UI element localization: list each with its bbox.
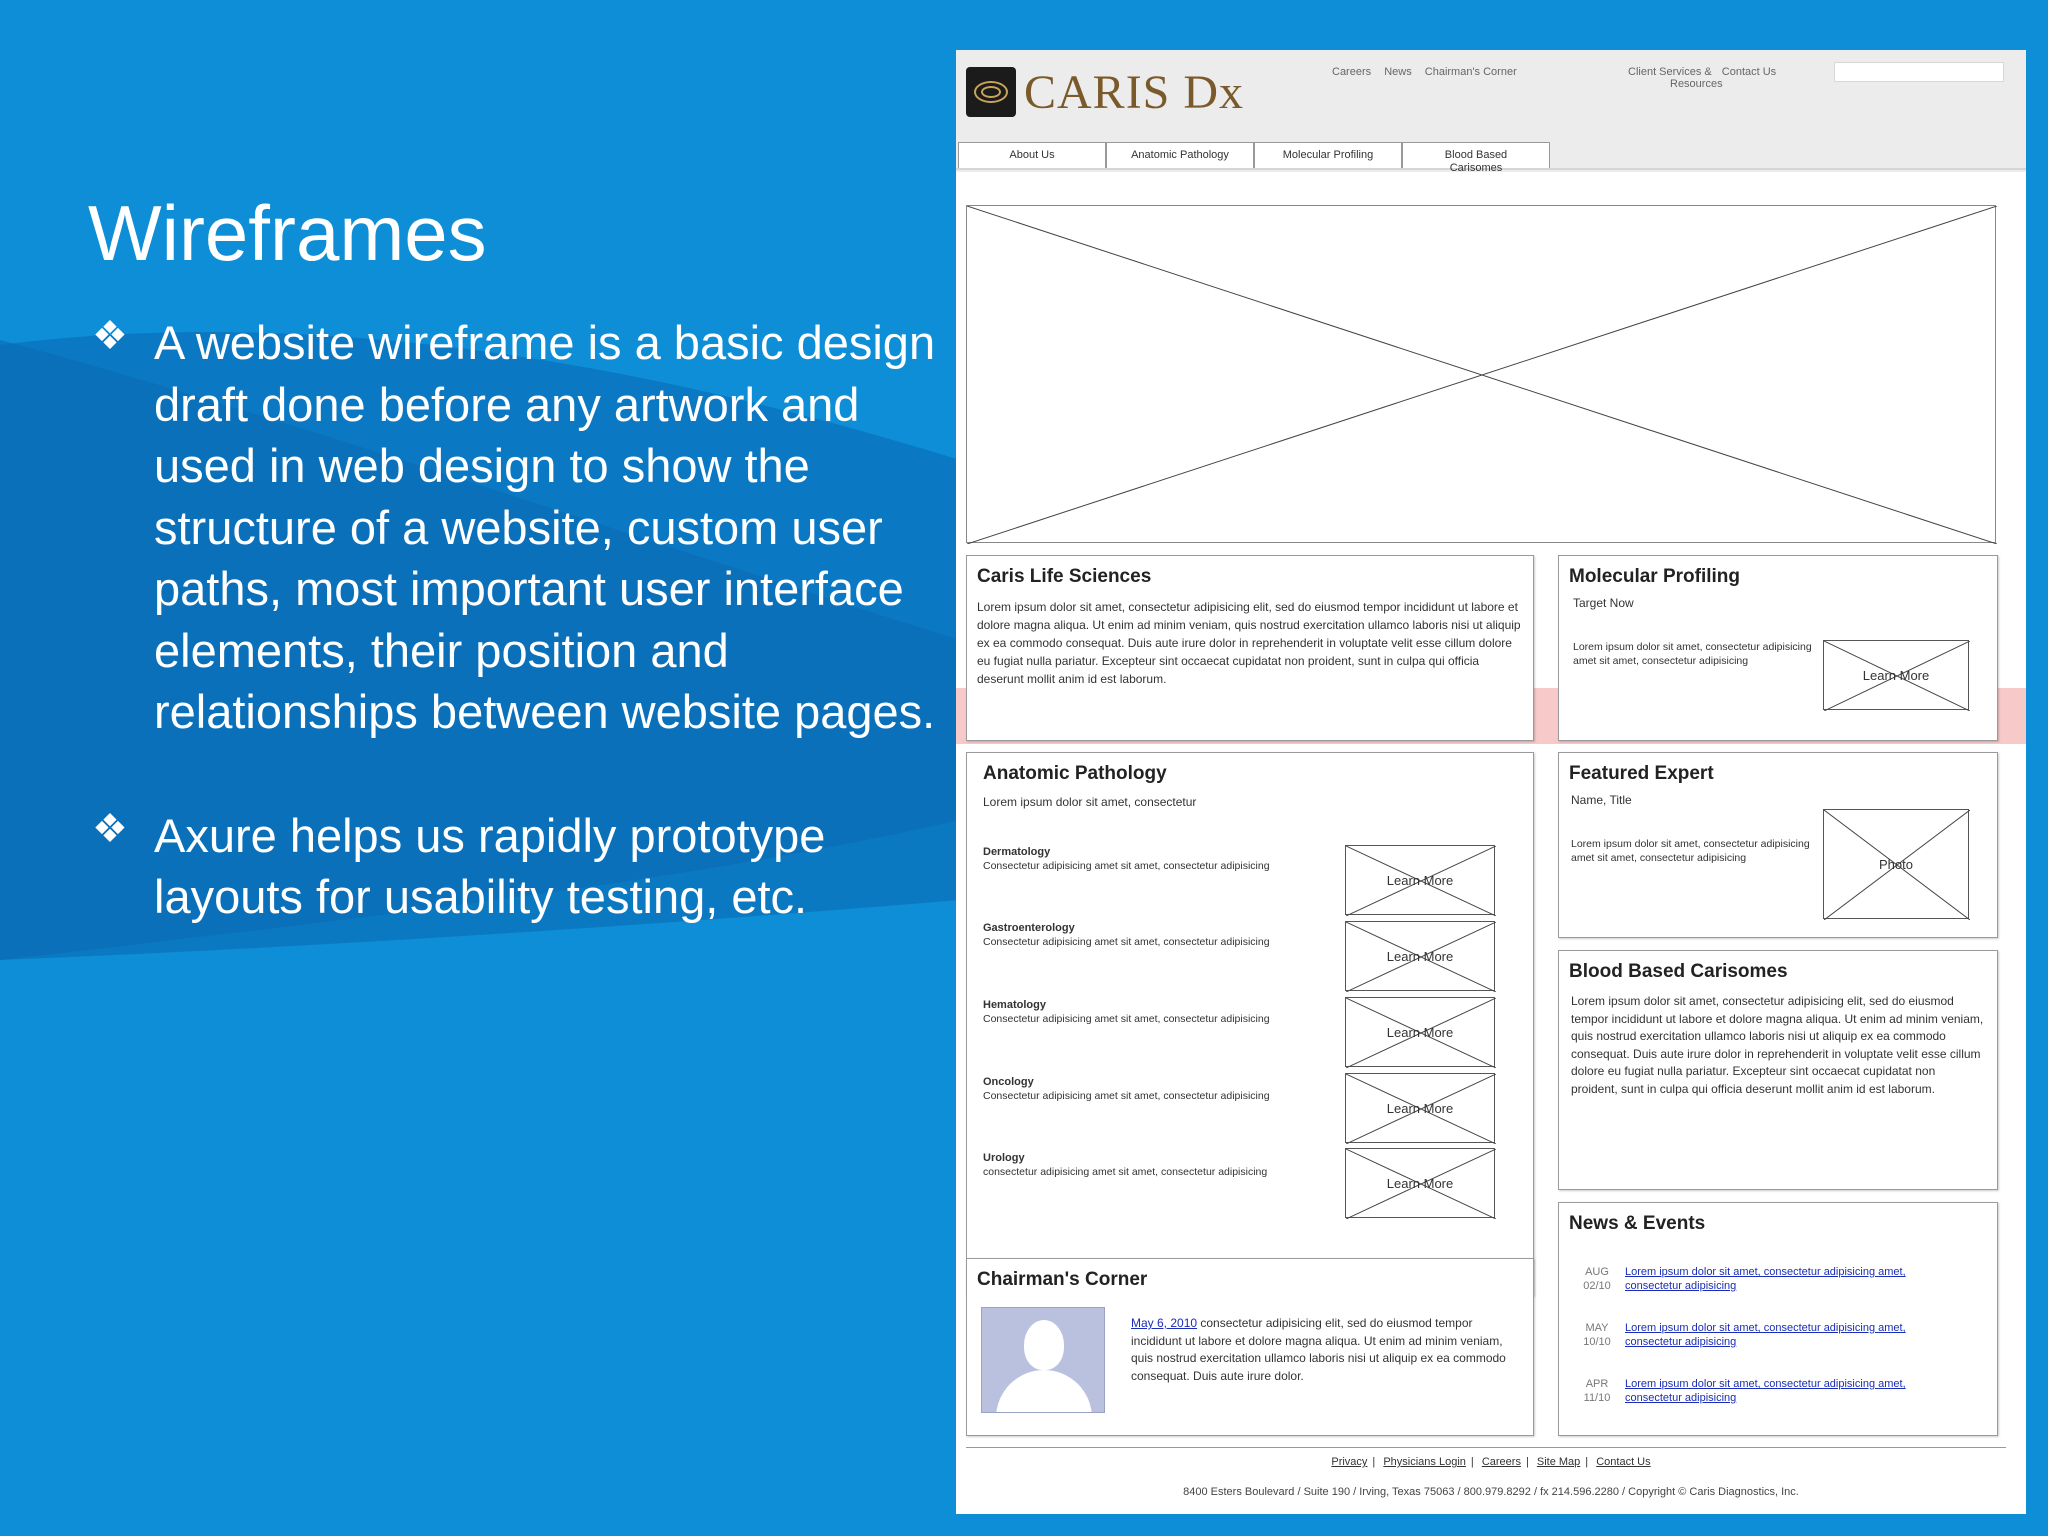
panel-subtitle: Name, Title <box>1571 793 1632 807</box>
bullet-text: A website wireframe is a basic design draft done before any artwork and used in web design to show the structure of a website, custom user paths, most important user interface elements, their position and relationships between website pages. <box>154 316 936 738</box>
learn-more-button[interactable] <box>1345 1148 1495 1218</box>
panel-title: Molecular Profiling <box>1569 566 1741 587</box>
learn-more-label: Learn More <box>1386 1175 1454 1191</box>
learn-more-button[interactable] <box>1345 921 1495 991</box>
panel-body: Lorem ipsum dolor sit amet, consectetur adipisicing amet sit amet, consectetur adipisicing <box>1573 641 1812 667</box>
photo-label: Photo <box>1879 856 1913 872</box>
news-day: 10/10 <box>1583 1336 1611 1348</box>
panel-title: Anatomic Pathology <box>983 763 1167 784</box>
chairman-text: consectetur adipisicing elit, sed do eiusmod tempor incididunt ut labore et dolore magna aliqua. Ut enim ad minim veniam, quis nostrud exercitation ullamco laboris nisi ut aliquip ex ea commodo consequat. Duis aute irure dolor. <box>1131 1316 1506 1383</box>
panel-body: Lorem ipsum dolor sit amet, consectetur adipisicing elit, sed do eiusmod tempor incididunt ut labore et dolore magna aliqua. Ut enim ad minim veniam, quis nostrud exercitation ullamco laboris nisi ut aliquip ex ea commodo consequat. Duis aute irure dolor in reprehenderit in voluptate velit esse cillum dolore eu fugiat nulla pariatur. Excepteur sint occaecat cupidatat non proident, sunt in culpa qui officia deserunt mollit anim id est laborum. <box>1571 994 1984 1096</box>
learn-more-button[interactable] <box>1345 1073 1495 1143</box>
news-item <box>1569 1265 1945 1293</box>
specialty-desc: Consectetur adipisicing amet sit amet, consectetur adipisicing <box>983 936 1270 948</box>
learn-more-label: Learn More <box>1386 1100 1454 1116</box>
top-nav-contact-us[interactable]: Contact Us <box>1721 66 1777 78</box>
search-input[interactable] <box>1834 62 2004 82</box>
tab-blood-based-carisomes[interactable]: Blood Based Carisomes <box>1402 142 1550 168</box>
avatar <box>981 1307 1105 1413</box>
news-month: MAY <box>1585 1322 1609 1334</box>
news-item <box>1569 1321 1945 1349</box>
specialty-name: Dermatology <box>983 846 1051 858</box>
person-icon <box>1024 1320 1064 1370</box>
learn-more-label: Learn More <box>1862 667 1930 683</box>
panel-title: Chairman's Corner <box>977 1269 1148 1290</box>
footer-divider <box>966 1447 2006 1448</box>
learn-more-button[interactable] <box>1345 845 1495 915</box>
panel-body: Lorem ipsum dolor sit amet, consectetur adipisicing amet sit amet, consectetur adipisicing <box>1571 838 1810 864</box>
news-month: APR <box>1585 1378 1609 1390</box>
logo-mark-icon <box>966 67 1016 117</box>
news-item <box>1569 1377 1945 1405</box>
news-day: 11/10 <box>1583 1392 1611 1404</box>
logo-text: CARIS Dx <box>1024 65 1245 119</box>
specialty-item <box>983 1151 1303 1179</box>
diamond-bullet-icon: ❖ <box>92 314 128 358</box>
specialty-name: Urology <box>983 1152 1025 1164</box>
top-nav-careers[interactable]: Careers <box>1332 66 1372 78</box>
blood-based-carisomes-panel <box>1558 950 1998 1190</box>
panel-body: Lorem ipsum dolor sit amet, consectetur adipisicing elit, sed do eiusmod tempor incididunt ut labore et dolore magna aliqua. Ut enim ad minim veniam, quis nostrud exercitation ullamco laboris nisi ut aliquip ex ea commodo consequat. Duis aute irure dolor in reprehenderit in voluptate velit esse cillum dolore eu fugiat nulla pariatur. Excepteur sint occaecat cupidatat non proident, sunt in culpa qui officia deserunt mollit anim id est laborum. <box>977 600 1521 686</box>
slide-text <box>88 190 948 990</box>
top-nav-chairmans-corner[interactable]: Chairman's Corner <box>1424 66 1517 78</box>
top-nav-resources[interactable]: Resources <box>1670 78 1723 90</box>
specialty-item <box>983 845 1303 873</box>
top-nav-right <box>1628 66 1776 90</box>
news-link[interactable]: Lorem ipsum dolor sit amet, consectetur adipisicing amet, consectetur adipisicing <box>1625 1266 1906 1292</box>
news-day: 02/10 <box>1583 1280 1611 1292</box>
news-month: AUG <box>1585 1266 1609 1278</box>
panel-title: Blood Based Carisomes <box>1569 961 1788 982</box>
footer-link-privacy[interactable]: Privacy <box>1331 1456 1368 1468</box>
chairman-date-link[interactable]: May 6, 2010 <box>1131 1316 1198 1330</box>
news-date <box>1569 1265 1625 1293</box>
expert-photo-placeholder <box>1823 809 1969 919</box>
specialty-item <box>983 921 1303 949</box>
learn-more-label: Learn More <box>1386 872 1454 888</box>
bullet-item <box>88 312 948 743</box>
footer-address: 8400 Esters Boulevard / Suite 190 / Irving, Texas 75063 / 800.979.8292 / fx 214.596.2280 / Copyright © Caris Diagnostics, Inc. <box>1183 1486 1799 1498</box>
wireframe-mockup <box>956 50 2026 1514</box>
tab-about-us[interactable]: About Us <box>958 142 1106 168</box>
tab-molecular-profiling[interactable]: Molecular Profiling <box>1254 142 1402 168</box>
top-nav <box>1332 66 1527 78</box>
panel-subtitle: Target Now <box>1573 596 1634 610</box>
specialty-desc: Consectetur adipisicing amet sit amet, consectetur adipisicing <box>983 860 1270 872</box>
footer-link-site-map[interactable]: Site Map <box>1536 1456 1581 1468</box>
panel-subtitle: Lorem ipsum dolor sit amet, consectetur <box>983 795 1197 809</box>
slide-title: Wireframes <box>88 189 487 277</box>
news-date <box>1569 1377 1625 1405</box>
bullet-text: Axure helps us rapidly prototype layouts for usability testing, etc. <box>154 808 826 923</box>
specialty-name: Gastroenterology <box>983 922 1075 934</box>
specialty-name: Hematology <box>983 999 1046 1011</box>
hero-image-placeholder <box>966 205 1996 543</box>
specialty-name: Oncology <box>983 1076 1034 1088</box>
featured-expert-panel <box>1558 752 1998 938</box>
news-date <box>1569 1321 1625 1349</box>
learn-more-label: Learn More <box>1386 1024 1454 1040</box>
chairman-message <box>1131 1315 1517 1385</box>
learn-more-label: Learn More <box>1386 948 1454 964</box>
panel-title: Featured Expert <box>1569 763 1714 784</box>
specialty-desc: consectetur adipisicing amet sit amet, consectetur adipisicing <box>983 1166 1268 1178</box>
specialty-desc: Consectetur adipisicing amet sit amet, consectetur adipisicing <box>983 1013 1270 1025</box>
tab-anatomic-pathology[interactable]: Anatomic Pathology <box>1106 142 1254 168</box>
placeholder-cross-icon <box>967 206 1997 544</box>
footer-links: Privacy | Physicians Login | Careers | Site Map | Contact Us <box>1331 1456 1651 1468</box>
learn-more-button[interactable] <box>1823 640 1969 710</box>
panel-title: Caris Life Sciences <box>977 566 1152 587</box>
main-tabs <box>958 142 1550 174</box>
top-nav-news[interactable]: News <box>1384 66 1412 78</box>
chairmans-corner-panel <box>966 1258 1534 1436</box>
footer-link-careers[interactable]: Careers <box>1481 1456 1521 1468</box>
diamond-bullet-icon: ❖ <box>92 806 128 851</box>
specialty-item <box>983 1075 1303 1103</box>
caris-logo[interactable] <box>966 60 1266 124</box>
person-shoulders <box>996 1370 1092 1413</box>
footer-link-physicians-login[interactable]: Physicians Login <box>1383 1456 1466 1468</box>
footer-link-contact-us[interactable]: Contact Us <box>1596 1456 1651 1468</box>
news-link[interactable]: Lorem ipsum dolor sit amet, consectetur adipisicing amet, consectetur adipisicing <box>1625 1322 1906 1348</box>
bullet-item <box>88 805 948 928</box>
caris-life-sciences-panel <box>966 555 1534 741</box>
specialty-desc: Consectetur adipisicing amet sit amet, consectetur adipisicing <box>983 1090 1270 1102</box>
panel-title: News & Events <box>1569 1213 1706 1234</box>
learn-more-button[interactable] <box>1345 997 1495 1067</box>
bullet-list <box>88 312 948 928</box>
top-nav-client-services[interactable]: Client Services & <box>1628 66 1712 78</box>
anatomic-pathology-panel <box>966 752 1534 1296</box>
news-events-panel <box>1558 1202 1998 1436</box>
specialty-item <box>983 998 1303 1026</box>
news-link[interactable]: Lorem ipsum dolor sit amet, consectetur adipisicing amet, consectetur adipisicing <box>1625 1378 1906 1404</box>
molecular-profiling-panel <box>1558 555 1998 741</box>
